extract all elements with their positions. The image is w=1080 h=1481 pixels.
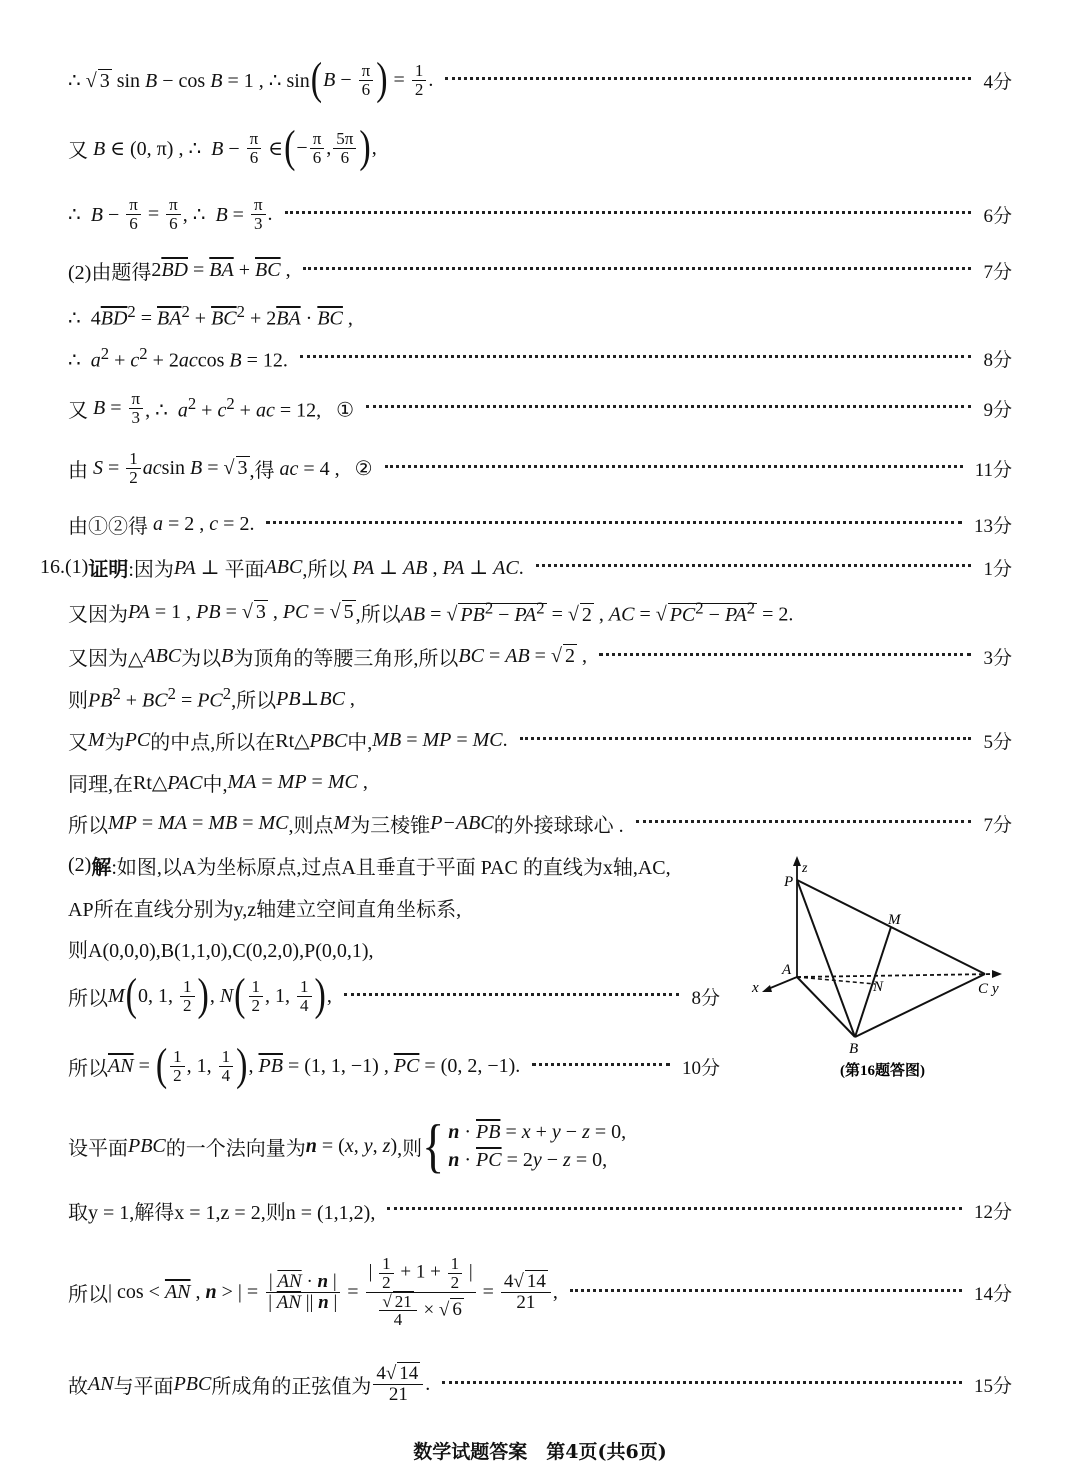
text-therefore: 故 <box>68 1375 88 1398</box>
label-N: N <box>873 979 884 995</box>
label-C: C <box>978 981 989 997</box>
text-from: 由①②得 <box>68 516 148 538</box>
text-then: 则 <box>68 690 88 712</box>
solution-line-23: 设平面 PBC 的一个法向量为 n = (x, y, z) ,则 { $n \cdot \overline{PB} = x + y - z = 0$, $n \cdot \overline{PC} = 2y - z = 0$, <box>68 1112 627 1179</box>
text-let: 设平面 <box>68 1137 128 1160</box>
text-isosceles: 为顶角的等腰三角形,所以 <box>233 648 459 670</box>
solution-line-22: 所以 $\overline{AN}$ = ( $\frac{1}{2}$ , 1, $\frac{1}{4}$ ) , $\overline{PB} = (1$, 1, −1) , $\overline{PC} = (0$, 2, −1). 10分 <box>68 1040 720 1091</box>
text-is: 为 <box>104 732 125 754</box>
label-x: x <box>752 980 759 996</box>
solution-line-17: 所以 MP = MA = MB = MC ,则点 M 为三棱锥 P−ABC 的外接球球心 . 7分 <box>68 809 1012 838</box>
score-mark: 9分 <box>983 399 1012 421</box>
q16-heading-line: 16. (1) 证明 :因为 PA ⊥ 平面 ABC ,所以 PA ⊥ AB , PA ⊥ AC. 1分 <box>40 553 1012 582</box>
solution-line-18 <box>68 851 720 880</box>
text-so: 所以 <box>68 815 108 837</box>
solution-line-6: ∴ $a^2 + c^2 + 2accos$ B = 12. 8分 <box>68 344 1012 372</box>
page-footer: 数学试题答案 第4页(共6页) <box>413 1441 667 1463</box>
edge-AB <box>797 977 855 1037</box>
y-arrow-icon <box>992 970 1002 978</box>
text-by: 由 <box>68 459 88 482</box>
score-mark: 12分 <box>973 1202 1012 1223</box>
score-mark: 13分 <box>973 516 1012 537</box>
text-then: ,则 <box>397 1137 423 1160</box>
solution-line-21: 所以 M ( 0, 1, $\frac{1}{2}$ ) , N ( $\frac{1}{2}$ , 1, $\frac{1}{4}$ ) , 8分 <box>68 970 720 1021</box>
solution-line-26: 故 AN 与平面 PBC 所成角的正弦值为 $\frac{4√ 14}{21}$ . 15分 <box>68 1363 1012 1405</box>
text-pyramid: 为三棱锥 <box>350 815 431 837</box>
score-mark: 14分 <box>973 1283 1012 1305</box>
score-mark: 8分 <box>691 987 720 1009</box>
solution-line-5: ∴ $4\overline{BD}^2 = \overline{BA}^2 + \overline{BC}^2 + 2\overline{BA} \cdot \overline{BC}$ , <box>68 302 353 330</box>
text-so: ,所以 <box>302 559 348 581</box>
text-then-point: ,则点 <box>288 815 334 837</box>
text-also: 又 <box>68 399 88 422</box>
solution-line-19 <box>68 893 720 922</box>
solution-line-14: 则 $PB^2 + BC^2 = PC^2$ ,所以 PB⊥BC , <box>68 684 355 712</box>
solution-line-9: 由①②得 a = 2 , c = 2. 13分 <box>68 510 1012 539</box>
proof-label: 证明 <box>88 559 129 581</box>
solution-line-24 <box>68 1196 1012 1225</box>
score-mark: 5分 <box>983 732 1012 753</box>
solution-line-8: 由 S = $\frac{1}{2}$ acsin B = √ 3 ,得 ac = 4 , ② 11分 <box>68 449 1012 487</box>
solution-line-16: 同理,在 Rt△PAC 中, MA = MP = MC , <box>68 768 1012 797</box>
score-mark: 3分 <box>983 648 1012 669</box>
text-so: 所以 <box>68 1057 108 1080</box>
text-so: ,所以 <box>231 690 277 712</box>
text-get: ,得 <box>249 459 275 482</box>
text-so: 所以 <box>68 987 108 1010</box>
score-mark: 4分 <box>983 71 1012 93</box>
text-as: 为以 <box>181 648 222 670</box>
text-coords: 则A(0,0,0),B(1,1,0),C(0,2,0),P(0,0,1), <box>68 940 374 962</box>
text-setup: :如图,以A为坐标原点,过点A且垂直于平面 PAC 的直线为x轴,AC, <box>111 857 671 879</box>
label-M: M <box>888 912 901 928</box>
text-so: ,所以 <box>355 604 401 626</box>
solution-line-2: 又 B ∈ (0, π) , ∴ B − $\frac{\pi}{6}$ ∈ ( − $\frac{\pi}{6}$ , $\frac{5\pi}{6}$ ) , <box>68 122 377 173</box>
score-mark: 15分 <box>973 1375 1012 1397</box>
text-plane: 平面 <box>224 559 265 581</box>
text-because: :因为 <box>128 559 174 581</box>
text-part2: (2)由题得 <box>68 262 152 284</box>
label-z: z <box>802 861 808 876</box>
part-label: (2) <box>68 854 92 876</box>
part-label: (1) <box>65 556 89 578</box>
solution-line-20 <box>68 934 720 963</box>
score-mark: 7分 <box>983 262 1012 283</box>
text-because-triangle: 又因为△ <box>68 648 144 670</box>
figure-caption: (第16题答图) <box>840 1063 925 1079</box>
solution-line-1: ∴ √ 3 sin B − cos B = 1 , ∴ sin ( B − $\frac{\pi}{6}$ ) = $\frac{1}{2}$ . 4分 <box>68 54 1012 105</box>
score-mark: 1分 <box>983 559 1012 580</box>
score-mark: 8分 <box>983 349 1012 371</box>
solution-line-3: ∴ B − $\frac{\pi}{6}$ = $\frac{\pi}{6}$ , ∴ B = $\frac{\pi}{3}$ . 6分 <box>68 195 1012 233</box>
score-mark: 11分 <box>974 459 1012 481</box>
y-axis <box>797 974 995 977</box>
solution-line-13: 又因为△ ABC 为以 B 为顶角的等腰三角形,所以 BC = AB = √ 2 , 3分 <box>68 642 1012 671</box>
text-so: 所以 <box>68 1283 108 1306</box>
text-also: 又 <box>68 732 88 754</box>
text-with-plane: 与平面 <box>113 1375 174 1398</box>
text-midpoint: 的中点,所以在 <box>150 732 276 754</box>
x-axis <box>768 977 797 989</box>
text-similarly: 同理,在 <box>68 774 133 796</box>
text-normal: 的一个法向量为 <box>165 1137 306 1160</box>
score-mark: 7分 <box>983 815 1012 836</box>
x-arrow-icon <box>762 985 772 992</box>
label-A: A <box>782 962 792 978</box>
solution-label: 解 <box>91 857 112 879</box>
text-in: 中, <box>347 732 373 754</box>
text-take: 取y = 1,解得x = 1,z = 2,则n = (1,1,2), <box>68 1202 376 1224</box>
question-number: 16. <box>40 556 65 578</box>
label-P: P <box>784 874 794 890</box>
text-because: 又因为 <box>68 604 128 626</box>
label-B: B <box>849 1041 859 1057</box>
text-also: 又 <box>68 139 88 162</box>
solution-line-25: 所以 | $\cos < \overline{AN}$ , n > | = $\frac{| \overline{AN} \cdot n |}{| \overline{AN} || n |}$ = | $\frac{1}{2}$ + 1 + $\frac{1}{2}$ | $\frac{√ 21}{4}$ × √ 6 = $\frac{4√ 14}{21}$ , 14分 <box>68 1253 1012 1330</box>
solution-line-7: 又 B = $\frac{\pi}{3}$ , ∴ $a^2 + c^2$ + ac = 12, ① 9分 <box>68 389 1012 427</box>
text-in: 中, <box>202 774 228 796</box>
label-y: y <box>992 981 999 997</box>
text-axes: AP所在直线分别为y,z轴建立空间直角坐标系, <box>68 899 462 921</box>
score-mark: 10分 <box>681 1057 720 1079</box>
text-sphere-center: 的外接球球心 . <box>493 815 624 837</box>
z-arrow-icon <box>793 856 801 866</box>
solution-line-15: 又 M 为 PC 的中点,所以在 Rt△PBC 中, MB = MP = MC. 5分 <box>68 726 1012 755</box>
text-sine-value: 所成角的正弦值为 <box>211 1375 372 1398</box>
solution-line-4: (2)由题得 $2\overline{BD} = \overline{BA} + \overline{BC}$ , 7分 <box>68 256 1012 285</box>
score-mark: 6分 <box>983 205 1012 227</box>
geometry-figure <box>740 852 1030 1087</box>
solution-line-12: 又因为 PA = 1 , PB = √ 3 , PC = √ 5 ,所以 AB = √ $PB^2 - PA^2$ = √ 2 , AC = √ $PC^2 - PA^2 = 2$. <box>68 598 794 626</box>
